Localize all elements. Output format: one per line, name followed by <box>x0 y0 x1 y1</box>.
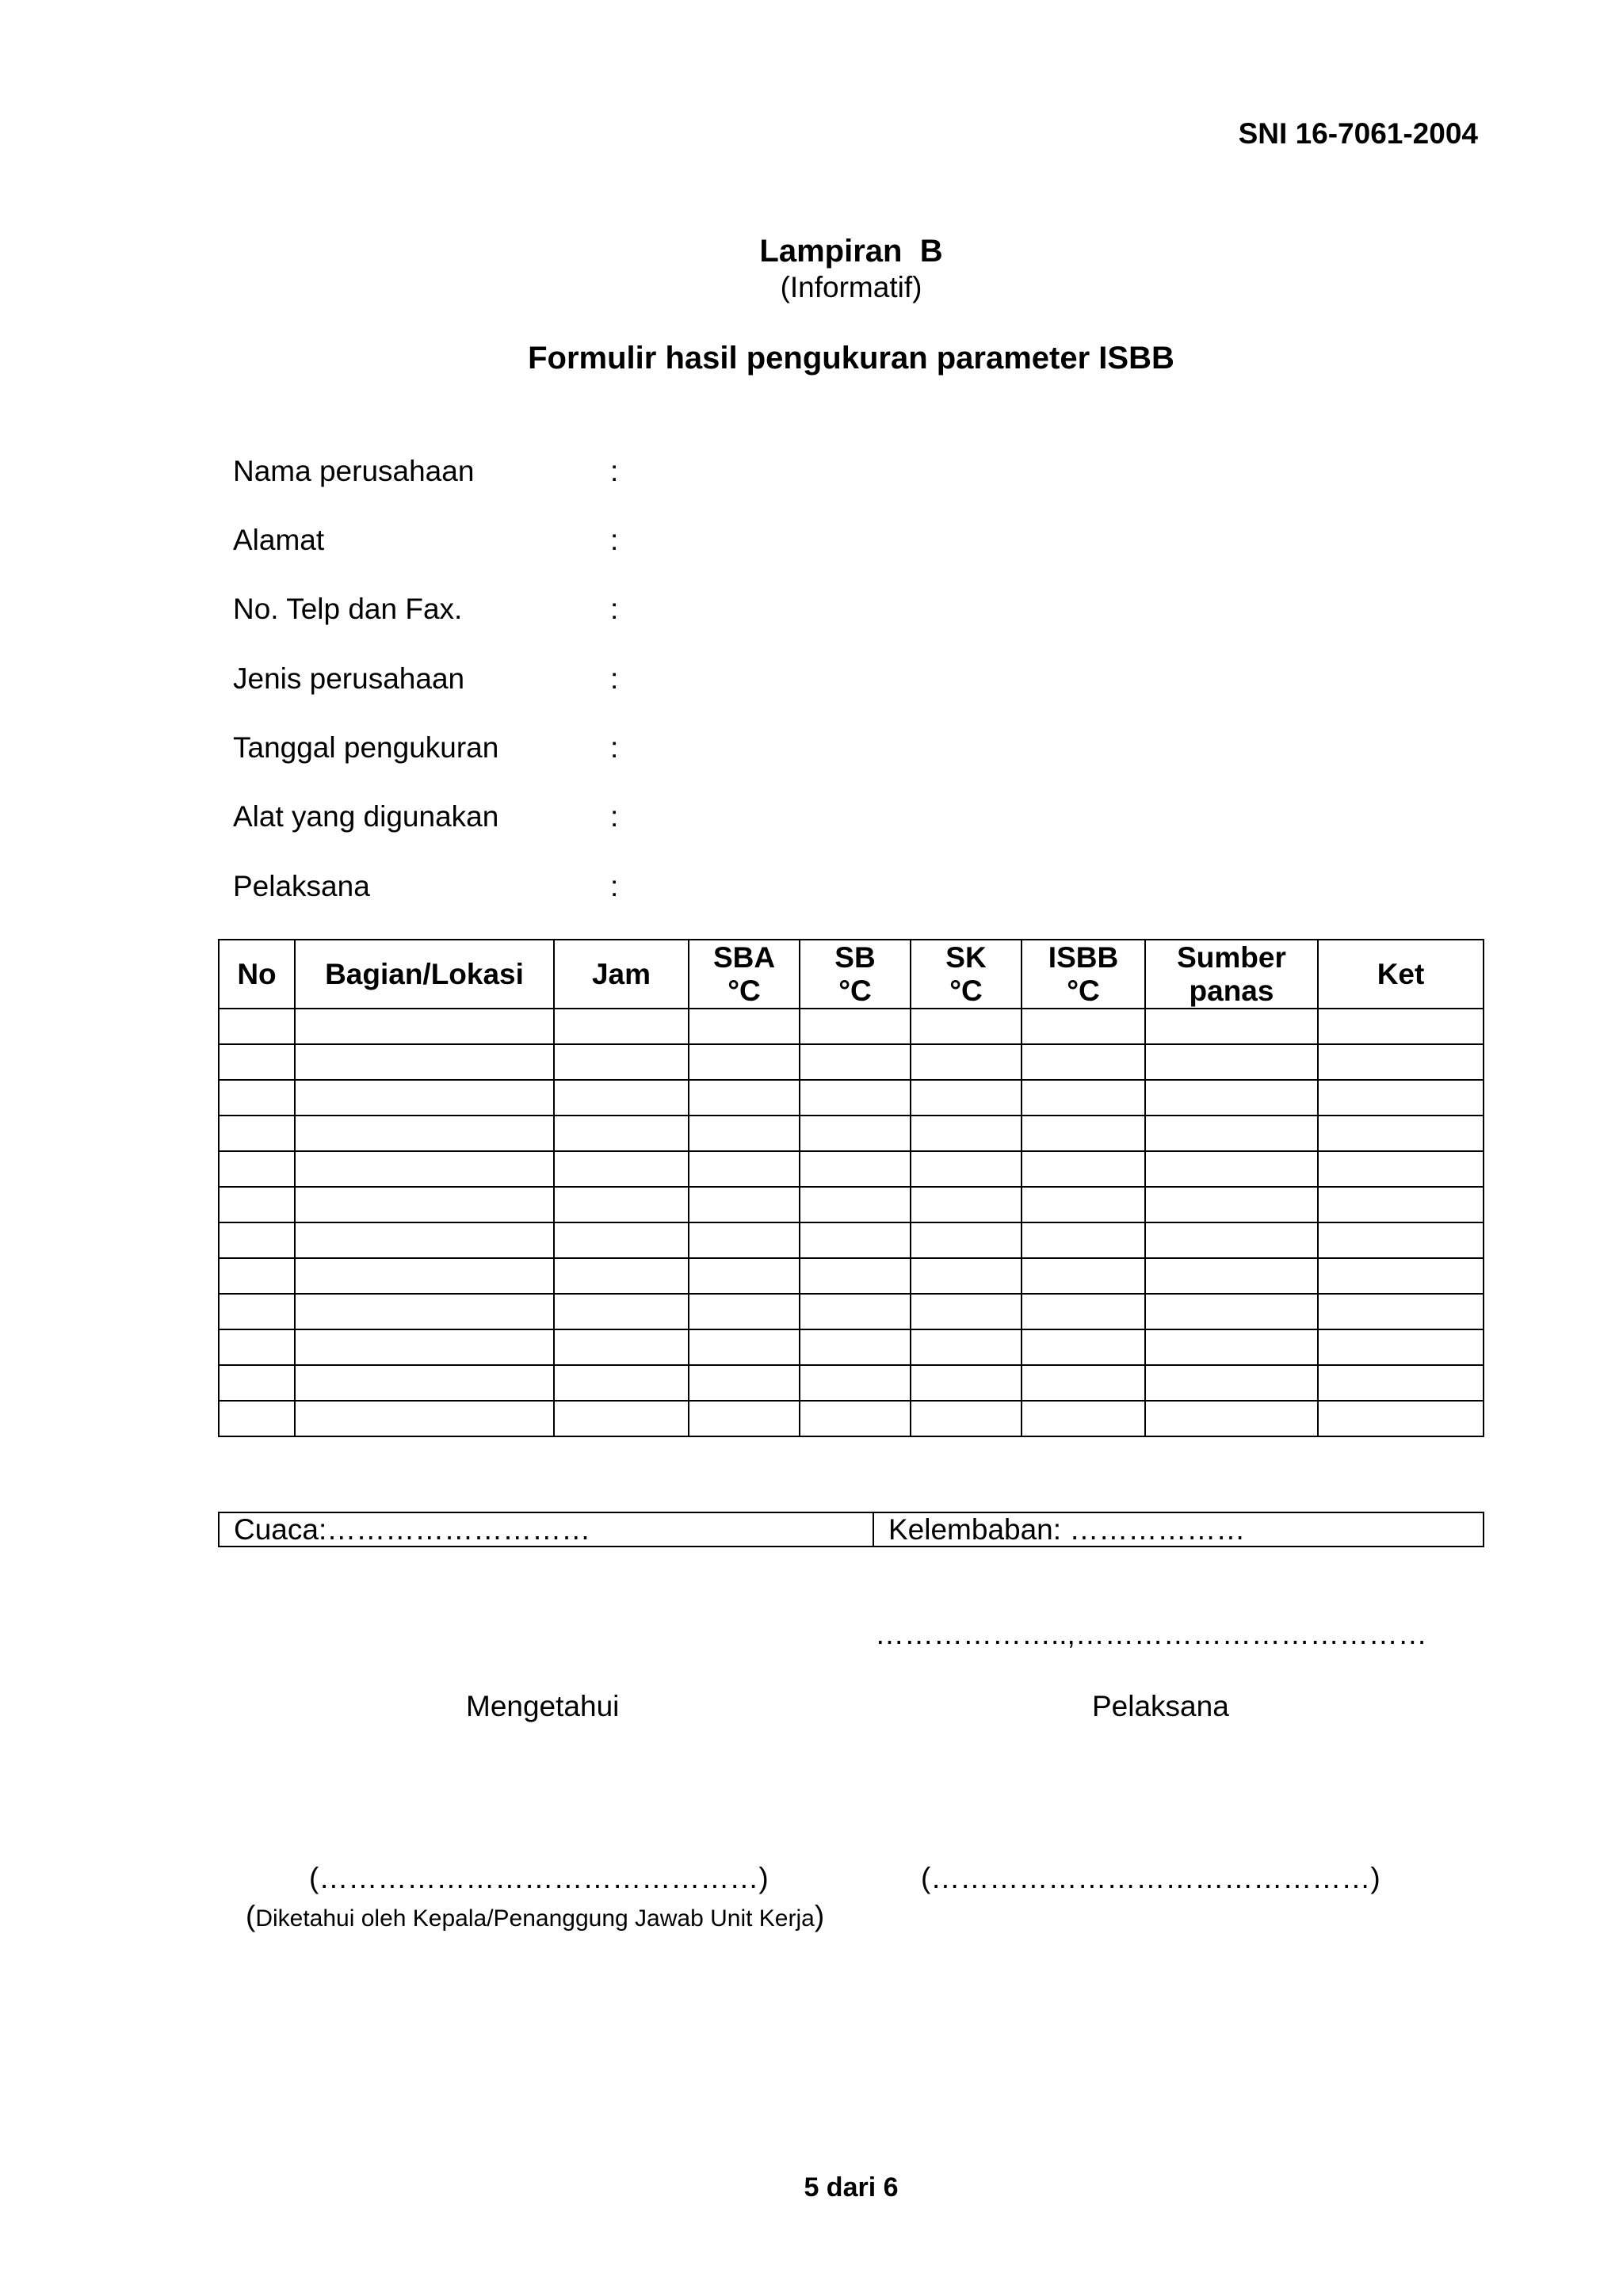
table-cell[interactable] <box>1318 1009 1484 1044</box>
column-header-unit: °C <box>838 974 872 1007</box>
table-cell[interactable] <box>295 1151 554 1187</box>
table-cell[interactable] <box>295 1044 554 1080</box>
field-label-company-name: Nama perusahaan <box>233 455 475 487</box>
table-row <box>219 1365 1484 1401</box>
table-cell[interactable] <box>1022 1294 1145 1329</box>
table-cell[interactable] <box>295 1080 554 1116</box>
table-cell[interactable] <box>1145 1329 1318 1365</box>
column-header-label: No <box>237 957 277 990</box>
field-label-company-type: Jenis perusahaan <box>233 662 465 695</box>
column-header-unit: °C <box>949 974 983 1007</box>
field-colon: : <box>610 800 619 833</box>
table-cell[interactable] <box>1022 1187 1145 1222</box>
column-header-unit: °C <box>1067 974 1100 1007</box>
measurement-table <box>218 939 1484 1437</box>
table-cell[interactable] <box>689 1151 800 1187</box>
field-colon: : <box>610 870 619 902</box>
column-header-label: Jam <box>591 957 651 990</box>
column-header-sba <box>689 940 800 1009</box>
table-row <box>219 1080 1484 1116</box>
table-row <box>219 1116 1484 1151</box>
column-header-label: Sumber <box>1177 940 1286 974</box>
table-cell[interactable] <box>800 1009 911 1044</box>
table-cell[interactable] <box>911 1187 1022 1222</box>
table-cell[interactable] <box>1145 1258 1318 1294</box>
column-header-label: ISBB <box>1048 940 1119 974</box>
column-header-label: Bagian/Lokasi <box>325 957 524 990</box>
table-cell[interactable] <box>1318 1151 1484 1187</box>
table-cell[interactable] <box>1022 1329 1145 1365</box>
table-row <box>219 1187 1484 1222</box>
table-cell[interactable] <box>911 1222 1022 1258</box>
table-cell[interactable] <box>1022 1258 1145 1294</box>
table-cell[interactable] <box>295 1294 554 1329</box>
table-cell[interactable] <box>1022 1116 1145 1151</box>
table-cell[interactable] <box>1318 1401 1484 1436</box>
field-label-executor: Pelaksana <box>233 870 370 902</box>
column-header-remarks <box>1318 940 1484 1009</box>
table-cell[interactable] <box>911 1401 1022 1436</box>
field-colon: : <box>610 662 619 695</box>
table-cell[interactable] <box>219 1116 295 1151</box>
table-cell[interactable] <box>689 1044 800 1080</box>
table-row <box>219 1329 1484 1365</box>
table-row <box>219 1294 1484 1329</box>
table-cell[interactable] <box>295 1222 554 1258</box>
table-header-row <box>219 940 1484 1009</box>
weather-table <box>218 1512 1484 1547</box>
table-cell[interactable] <box>554 1044 689 1080</box>
table-cell[interactable] <box>1145 1151 1318 1187</box>
table-cell[interactable] <box>689 1116 800 1151</box>
table-cell[interactable] <box>219 1365 295 1401</box>
table-row <box>219 1258 1484 1294</box>
table-cell[interactable] <box>800 1116 911 1151</box>
table-row <box>219 1222 1484 1258</box>
column-header-isbb <box>1022 940 1145 1009</box>
column-header-label: SK <box>945 940 987 974</box>
table-cell[interactable] <box>1318 1222 1484 1258</box>
table-cell[interactable] <box>295 1401 554 1436</box>
table-cell[interactable] <box>1145 1365 1318 1401</box>
table-cell[interactable] <box>800 1329 911 1365</box>
table-cell[interactable] <box>911 1151 1022 1187</box>
column-header-label: SB <box>834 940 876 974</box>
table-cell[interactable] <box>295 1365 554 1401</box>
table-cell[interactable] <box>295 1116 554 1151</box>
weather-row <box>219 1512 1484 1547</box>
table-cell[interactable] <box>219 1401 295 1436</box>
table-cell[interactable] <box>689 1365 800 1401</box>
appendix-title: Lampiran B <box>759 234 943 269</box>
table-cell[interactable] <box>1145 1116 1318 1151</box>
column-header-sk <box>911 940 1022 1009</box>
table-cell[interactable] <box>554 1222 689 1258</box>
table-cell[interactable] <box>1145 1294 1318 1329</box>
column-header-sb <box>800 940 911 1009</box>
table-cell[interactable] <box>554 1151 689 1187</box>
table-cell[interactable] <box>219 1187 295 1222</box>
column-header-label: SBA <box>712 940 776 974</box>
signature-note-approver <box>246 1900 824 1933</box>
table-cell[interactable] <box>1318 1044 1484 1080</box>
standard-number: SNI 16-7061-2004 <box>1238 117 1478 150</box>
table-cell[interactable] <box>1022 1222 1145 1258</box>
signature-line-approver[interactable]: (………………………………………) <box>309 1862 769 1894</box>
table-cell[interactable] <box>1145 1401 1318 1436</box>
table-cell[interactable] <box>689 1187 800 1222</box>
field-label-phone-fax: No. Telp dan Fax. <box>233 593 463 625</box>
column-header-location <box>295 940 554 1009</box>
table-cell[interactable] <box>1022 1080 1145 1116</box>
table-cell[interactable] <box>1318 1116 1484 1151</box>
table-cell[interactable] <box>295 1009 554 1044</box>
table-cell[interactable] <box>689 1080 800 1116</box>
table-cell[interactable] <box>554 1187 689 1222</box>
table-cell[interactable] <box>554 1258 689 1294</box>
table-cell[interactable] <box>800 1044 911 1080</box>
table-cell[interactable] <box>911 1080 1022 1116</box>
field-label-instrument: Alat yang digunakan <box>233 800 499 833</box>
table-cell[interactable] <box>1318 1294 1484 1329</box>
table-cell[interactable] <box>911 1329 1022 1365</box>
table-cell[interactable] <box>800 1365 911 1401</box>
field-colon: : <box>610 524 619 556</box>
column-header-label: Ket <box>1377 957 1425 990</box>
table-cell[interactable] <box>219 1329 295 1365</box>
table-cell[interactable] <box>1022 1044 1145 1080</box>
table-cell[interactable] <box>554 1401 689 1436</box>
column-header-label-line2: panas <box>1189 974 1274 1007</box>
table-cell[interactable] <box>219 1080 295 1116</box>
table-cell[interactable] <box>219 1222 295 1258</box>
note-open-paren: ( <box>246 1900 256 1932</box>
table-cell[interactable] <box>219 1294 295 1329</box>
table-row <box>219 1009 1484 1044</box>
field-colon: : <box>610 731 619 764</box>
table-cell[interactable] <box>554 1294 689 1329</box>
table-cell[interactable] <box>554 1009 689 1044</box>
table-cell[interactable] <box>800 1294 911 1329</box>
table-cell[interactable] <box>689 1009 800 1044</box>
table-cell[interactable] <box>689 1401 800 1436</box>
table-cell[interactable] <box>554 1365 689 1401</box>
table-cell[interactable] <box>1022 1151 1145 1187</box>
table-cell[interactable] <box>219 1258 295 1294</box>
table-cell[interactable] <box>911 1009 1022 1044</box>
note-text: Diketahui oleh Kepala/Penanggung Jawab Unit Kerja <box>255 1905 815 1932</box>
table-cell[interactable] <box>1145 1187 1318 1222</box>
table-cell[interactable] <box>295 1187 554 1222</box>
table-cell[interactable] <box>219 1151 295 1187</box>
table-cell[interactable] <box>689 1222 800 1258</box>
page-number: 5 dari 6 <box>804 2172 899 2203</box>
table-cell[interactable] <box>295 1329 554 1365</box>
table-cell[interactable] <box>1318 1080 1484 1116</box>
table-cell[interactable] <box>1145 1044 1318 1080</box>
signature-role-executor: Pelaksana <box>1092 1690 1229 1722</box>
table-cell[interactable] <box>554 1116 689 1151</box>
table-cell[interactable] <box>689 1258 800 1294</box>
table-cell[interactable] <box>911 1044 1022 1080</box>
table-cell[interactable] <box>911 1294 1022 1329</box>
table-cell[interactable] <box>800 1151 911 1187</box>
field-label-measurement-date: Tanggal pengukuran <box>233 731 499 764</box>
table-cell[interactable] <box>1145 1222 1318 1258</box>
table-row <box>219 1151 1484 1187</box>
table-cell[interactable] <box>219 1044 295 1080</box>
table-cell[interactable] <box>1145 1009 1318 1044</box>
table-cell[interactable] <box>1022 1365 1145 1401</box>
appendix-subtitle: (Informatif) <box>780 271 922 303</box>
field-label-address: Alamat <box>233 524 325 556</box>
table-row <box>219 1401 1484 1436</box>
table-cell[interactable] <box>554 1329 689 1365</box>
place-date-line[interactable]: ………………..,……………………………… <box>875 1618 1427 1650</box>
table-cell[interactable] <box>800 1401 911 1436</box>
table-cell[interactable] <box>911 1365 1022 1401</box>
table-cell[interactable] <box>1318 1258 1484 1294</box>
table-cell[interactable] <box>295 1258 554 1294</box>
weather-field[interactable]: Cuaca:……………………… <box>219 1512 873 1547</box>
table-cell[interactable] <box>800 1258 911 1294</box>
table-cell[interactable] <box>689 1329 800 1365</box>
humidity-field[interactable]: Kelembaban: ……………… <box>873 1512 1484 1547</box>
table-cell[interactable] <box>219 1009 295 1044</box>
table-cell[interactable] <box>1145 1080 1318 1116</box>
table-row <box>219 1044 1484 1080</box>
field-colon: : <box>610 593 619 625</box>
table-cell[interactable] <box>1318 1365 1484 1401</box>
column-header-time <box>554 940 689 1009</box>
field-colon: : <box>610 455 619 487</box>
table-cell[interactable] <box>911 1258 1022 1294</box>
table-cell[interactable] <box>911 1116 1022 1151</box>
table-cell[interactable] <box>800 1187 911 1222</box>
table-cell[interactable] <box>1022 1401 1145 1436</box>
table-cell[interactable] <box>1318 1187 1484 1222</box>
table-cell[interactable] <box>800 1222 911 1258</box>
column-header-unit: °C <box>727 974 761 1007</box>
signature-line-executor[interactable]: (………………………………………) <box>921 1862 1381 1894</box>
table-cell[interactable] <box>1022 1009 1145 1044</box>
form-title: Formulir hasil pengukuran parameter ISBB <box>528 341 1174 376</box>
table-cell[interactable] <box>554 1080 689 1116</box>
table-cell[interactable] <box>689 1294 800 1329</box>
note-close-paren: ) <box>814 1900 825 1932</box>
column-header-heat-source <box>1145 940 1318 1009</box>
measurement-table-body <box>219 1009 1484 1436</box>
column-header-no <box>219 940 295 1009</box>
signature-role-approver: Mengetahui <box>466 1690 620 1722</box>
table-cell[interactable] <box>800 1080 911 1116</box>
table-cell[interactable] <box>1318 1329 1484 1365</box>
